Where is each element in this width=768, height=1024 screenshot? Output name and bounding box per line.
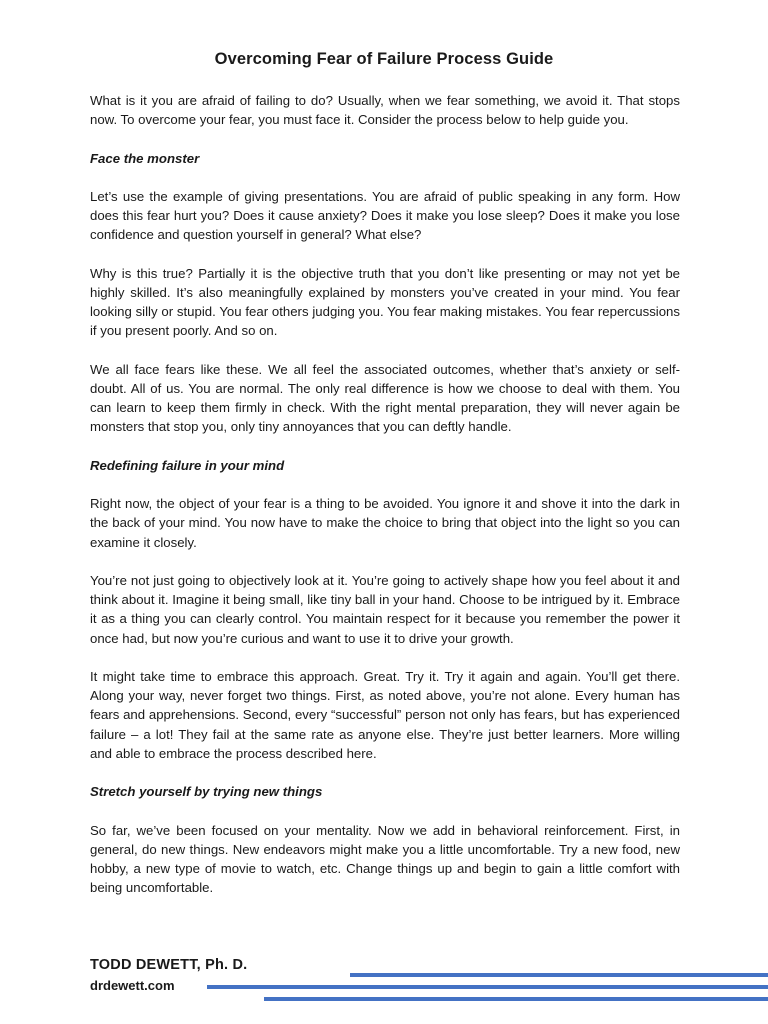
body-paragraph: Right now, the object of your fear is a thing to be avoided. You ignore it and shove it into the dark in the back of your mind. You now have to make the choice to bring that object into the light so you can examine it closely. — [90, 496, 680, 550]
body-paragraph: You’re not just going to objectively look at it. You’re going to actively shape how you feel about it and think about it. Imagine it being small, like tiny ball in your hand. Choose to be intrigued by it. Embrace it as a thing you can clearly control. You maintain respect for it because you remember the power it once had, but now you’re curious and want to use it to drive your growth. — [90, 572, 680, 646]
intro-paragraph: What is it you are afraid of failing to do? Usually, when we fear something, we avoid it. That stops now. To overcome your fear, you must face it. Consider the process below to help guide you. — [90, 93, 680, 128]
body-paragraph: So far, we’ve been focused on your mentality. Now we add in behavioral reinforcement. First, in general, do new things. New endeavors might make you a little uncomfortable. Try a new food, new hobby, a new type of movie to watch, etc. Change things up and begin to gain a little comfort with being uncomfortable. — [90, 822, 680, 896]
body-paragraph: We all face fears like these. We all feel the associated outcomes, whether that’s anxiety or self-doubt. All of us. You are normal. The only real difference is how we choose to deal with them. You can learn to keep them firmly in check. With the right mental preparation, they will never again be monsters that stop you, only tiny annoyances that you can deftly handle. — [90, 361, 680, 435]
footer-accent-line — [207, 985, 768, 989]
body-paragraph: Why is this true? Partially it is the objective truth that you don’t like presenting or may not yet be highly skilled. It’s also meaningfully explained by monsters you’ve created in your mind. You fear looking silly or stupid. You fear others judging you. You fear making mistakes. You fear repercussions if you present poorly. And so on. — [90, 265, 680, 339]
document-title: Overcoming Fear of Failure Process Guide — [214, 50, 554, 68]
website-link[interactable]: drdewett.com — [90, 978, 175, 993]
footer-accent-line — [350, 973, 768, 977]
footer-accent-line — [264, 997, 768, 1001]
body-paragraph: Let’s use the example of giving presentations. You are afraid of public speaking in any form. How does this fear hurt you? Does it cause anxiety? Does it make you lose sleep? Does it make you lose confidence and question yourself in general? What else? — [90, 188, 680, 243]
section-heading: Stretch yourself by trying new things — [90, 784, 323, 800]
author-name: TODD DEWETT, Ph. D. — [90, 957, 248, 973]
section-heading: Face the monster — [90, 150, 200, 166]
body-paragraph: It might take time to embrace this approach. Great. Try it. Try it again and again. You’ll get there. Along your way, never forget two things. First, as noted above, you’re not alone. Every human has fears and apprehensions. Second, every “successful” person not only has fears, but has experienced failure – a lot! They fail at the same rate as anyone else. They’re just better learners. More willing and able to embrace the process described here. — [90, 668, 680, 761]
section-heading: Redefining failure in your mind — [90, 457, 285, 473]
document-body — [90, 91, 680, 917]
